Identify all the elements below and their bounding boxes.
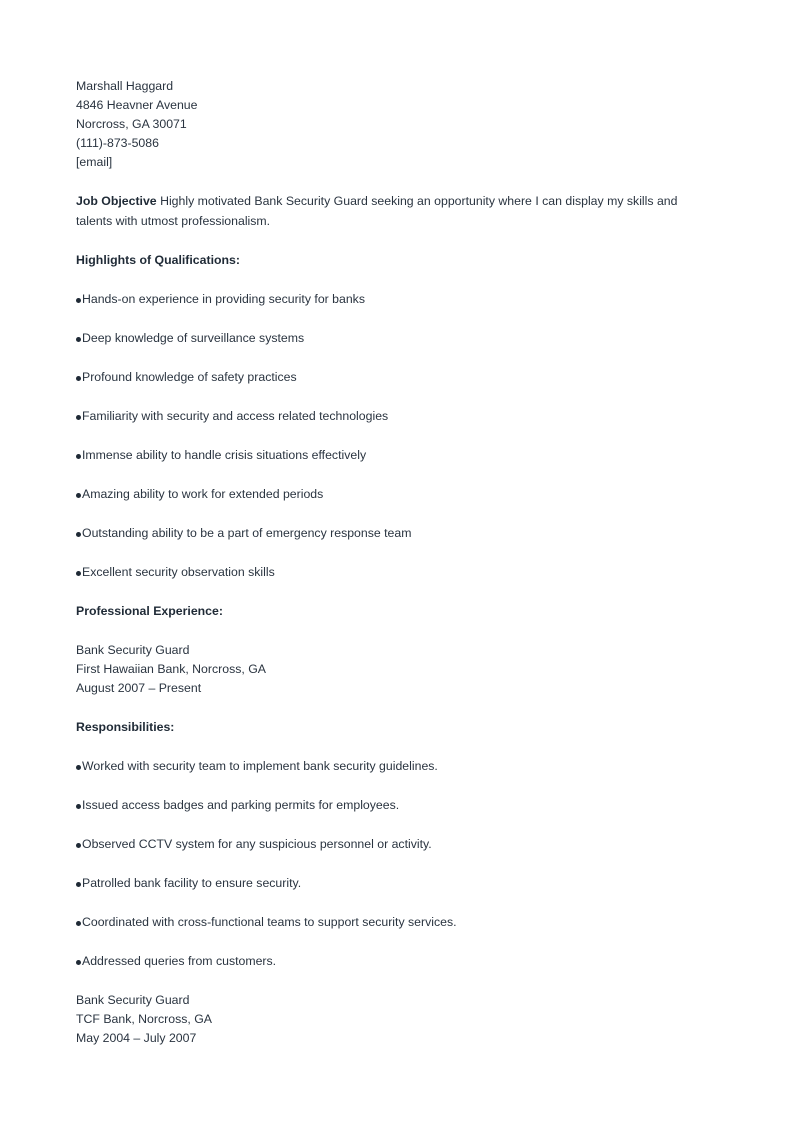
list-item: Amazing ability to work for extended periods	[76, 485, 716, 504]
bullet-icon	[76, 337, 81, 342]
bullet-icon	[76, 882, 81, 887]
bullet-icon	[76, 804, 81, 809]
bullet-icon	[76, 493, 81, 498]
bullet-icon	[76, 415, 81, 420]
bullet-icon	[76, 532, 81, 537]
contact-street: 4846 Heavner Avenue	[76, 98, 198, 112]
objective-text: Highly motivated Bank Security Guard seeking an opportunity where I can display my skills and talents with utmost professionalism.	[76, 194, 678, 228]
bullet-icon	[76, 921, 81, 926]
bullet-icon	[76, 843, 81, 848]
job-title: Bank Security Guard	[76, 993, 190, 1007]
contact-phone: (111)-873-5086	[76, 136, 159, 150]
list-item: Issued access badges and parking permits for employees.	[76, 796, 716, 815]
job-dates: May 2004 – July 2007	[76, 1031, 197, 1045]
list-item: Familiarity with security and access related technologies	[76, 407, 716, 426]
bullet-icon	[76, 298, 81, 303]
responsibilities-heading: Responsibilities:	[76, 720, 175, 734]
bullet-icon	[76, 376, 81, 381]
contact-block	[76, 77, 716, 172]
bullet-icon	[76, 765, 81, 770]
list-item: Deep knowledge of surveillance systems	[76, 329, 716, 348]
contact-name: Marshall Haggard	[76, 79, 174, 93]
list-item: Observed CCTV system for any suspicious personnel or activity.	[76, 835, 716, 854]
job-dates: August 2007 – Present	[76, 681, 202, 695]
job-title: Bank Security Guard	[76, 643, 190, 657]
job-objective	[76, 192, 716, 231]
resume-page	[76, 77, 716, 1048]
experience-heading: Professional Experience:	[76, 604, 223, 618]
list-item: Worked with security team to implement bank security guidelines.	[76, 757, 716, 776]
job-entry	[76, 991, 716, 1048]
list-item: Coordinated with cross-functional teams to support security services.	[76, 913, 716, 932]
list-item: Immense ability to handle crisis situations effectively	[76, 446, 716, 465]
list-item: Profound knowledge of safety practices	[76, 368, 716, 387]
job-entry	[76, 641, 716, 698]
bullet-icon	[76, 571, 81, 576]
list-item: Hands-on experience in providing security for banks	[76, 290, 716, 309]
qualifications-heading: Highlights of Qualifications:	[76, 253, 240, 267]
job-company: TCF Bank, Norcross, GA	[76, 1012, 212, 1026]
objective-label: Job Objective	[76, 194, 157, 208]
bullet-icon	[76, 960, 81, 965]
contact-email: [email]	[76, 155, 113, 169]
list-item: Patrolled bank facility to ensure security.	[76, 874, 716, 893]
job-company: First Hawaiian Bank, Norcross, GA	[76, 662, 266, 676]
list-item: Excellent security observation skills	[76, 563, 716, 582]
list-item: Addressed queries from customers.	[76, 952, 716, 971]
list-item: Outstanding ability to be a part of emergency response team	[76, 524, 716, 543]
contact-city: Norcross, GA 30071	[76, 117, 187, 131]
bullet-icon	[76, 454, 81, 459]
